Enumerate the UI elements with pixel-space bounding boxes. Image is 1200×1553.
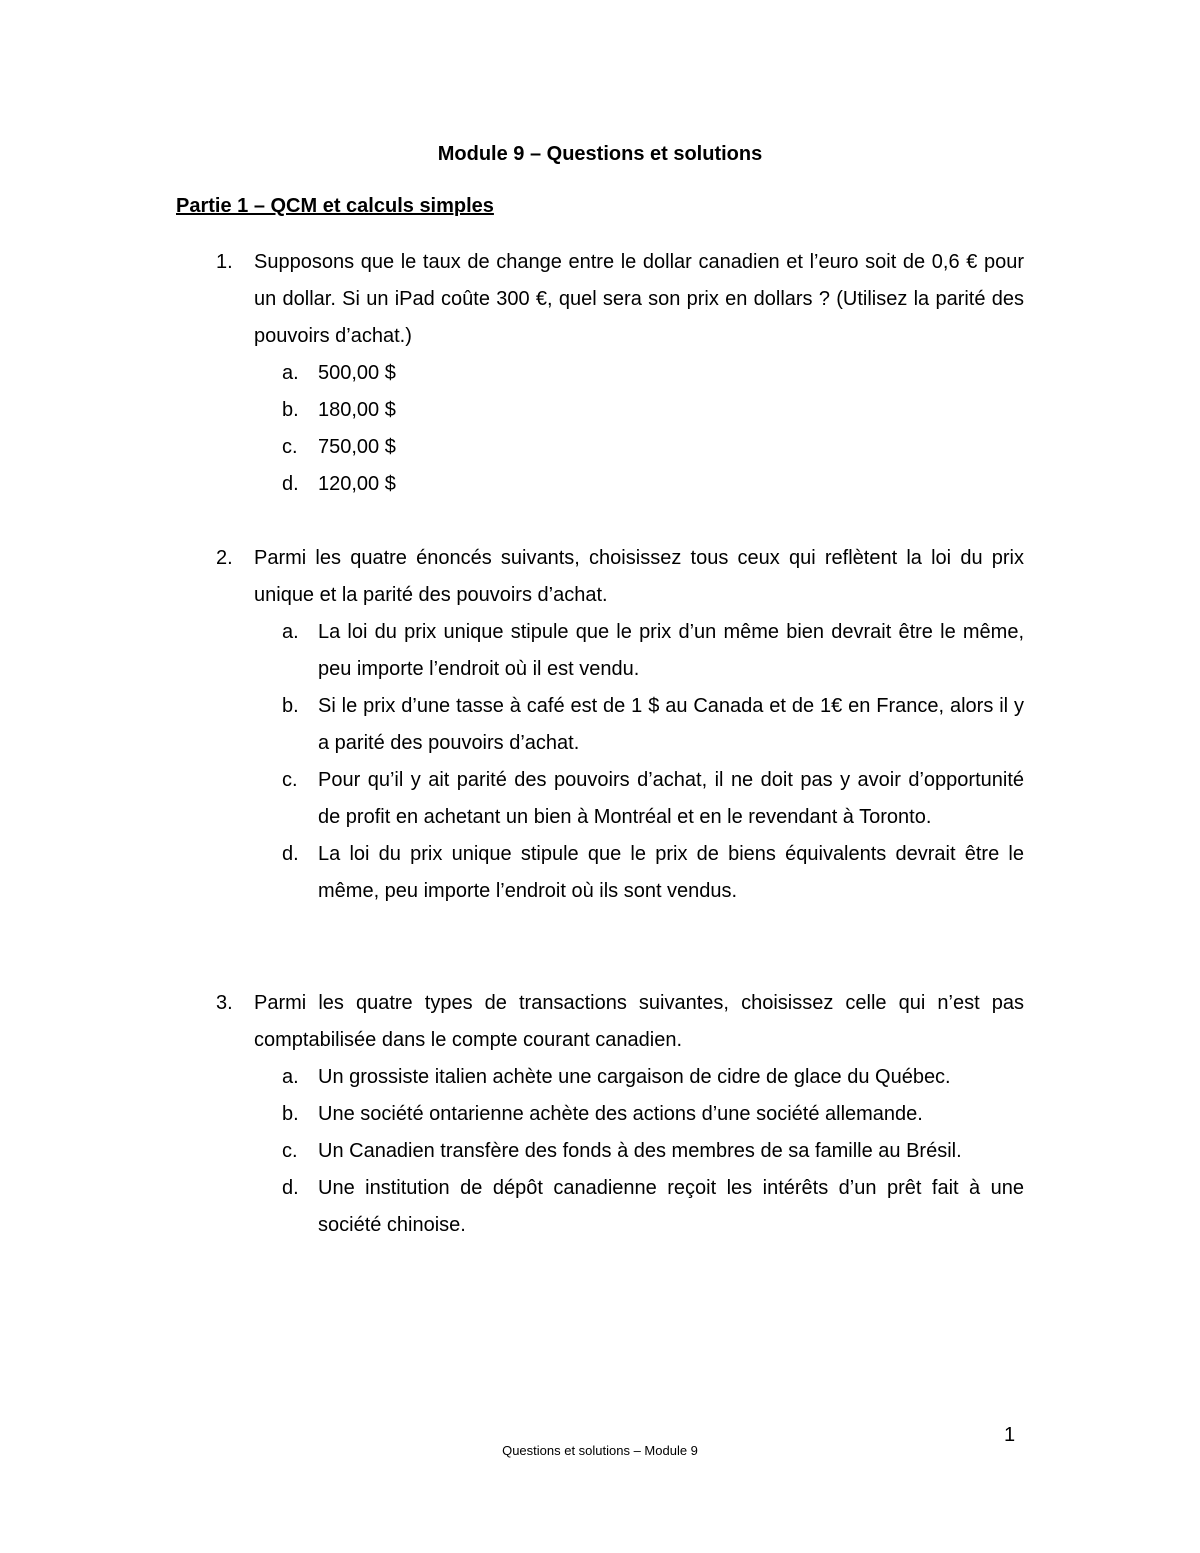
option-d [282, 836, 1024, 910]
option-letter: d. [282, 1177, 299, 1199]
option-a [282, 355, 1024, 392]
option-letter: c. [282, 769, 298, 791]
option-text: 750,00 $ [318, 436, 396, 458]
option-c [282, 429, 1024, 466]
question-2 [216, 540, 1024, 910]
option-d [282, 466, 1024, 503]
option-letter: a. [282, 1066, 299, 1088]
option-letter: c. [282, 1140, 298, 1162]
option-letter: c. [282, 436, 298, 458]
option-text: Un Canadien transfère des fonds à des membres de sa famille au Brésil. [318, 1140, 962, 1162]
option-list [216, 614, 1024, 910]
option-c [282, 1133, 1024, 1170]
question-number: 2. [216, 547, 233, 569]
option-text: Une institution de dépôt canadienne reçoit les intérêts d’un prêt fait à une société chinoise. [318, 1177, 1024, 1236]
option-letter: b. [282, 695, 299, 717]
option-letter: d. [282, 473, 299, 495]
option-text: Un grossiste italien achète une cargaison de cidre de glace du Québec. [318, 1066, 951, 1088]
option-letter: a. [282, 621, 299, 643]
option-text: La loi du prix unique stipule que le prix de biens équivalents devrait être le même, peu importe l’endroit où ils sont vendus. [318, 843, 1024, 902]
option-text: Si le prix d’une tasse à café est de 1 $ au Canada et de 1€ en France, alors il y a parité des pouvoirs d’achat. [318, 695, 1024, 754]
option-letter: a. [282, 362, 299, 384]
option-letter: b. [282, 399, 299, 421]
section-heading: Partie 1 – QCM et calculs simples [176, 195, 494, 217]
option-text: 120,00 $ [318, 473, 396, 495]
option-list [216, 1059, 1024, 1244]
option-b [282, 392, 1024, 429]
option-a [282, 614, 1024, 688]
option-list [216, 355, 1024, 503]
option-text: 180,00 $ [318, 399, 396, 421]
question-1 [216, 244, 1024, 503]
option-b [282, 688, 1024, 762]
option-text: Pour qu’il y ait parité des pouvoirs d’achat, il ne doit pas y avoir d’opportunité de profit en achetant un bien à Montréal et en le revendant à Toronto. [318, 769, 1024, 828]
option-letter: d. [282, 843, 299, 865]
option-text: La loi du prix unique stipule que le prix d’un même bien devrait être le même, peu importe l’endroit où il est vendu. [318, 621, 1024, 680]
option-text: 500,00 $ [318, 362, 396, 384]
question-number: 3. [216, 992, 233, 1014]
question-number: 1. [216, 251, 233, 273]
document-title: Module 9 – Questions et solutions [437, 143, 763, 165]
question-text: Supposons que le taux de change entre le dollar canadien et l’euro soit de 0,6 € pour un dollar. Si un iPad coûte 300 €, quel sera son prix en dollars ? (Utilisez la parité des pouvoirs d’achat.) [254, 251, 1024, 347]
option-text: Une société ontarienne achète des actions d’une société allemande. [318, 1103, 923, 1125]
question-text: Parmi les quatre types de transactions suivantes, choisissez celle qui n’est pas comptabilisée dans le compte courant canadien. [254, 992, 1024, 1051]
option-letter: b. [282, 1103, 299, 1125]
question-3 [216, 985, 1024, 1244]
page-number: 1 [1004, 1424, 1016, 1446]
question-text: Parmi les quatre énoncés suivants, choisissez tous ceux qui reflètent la loi du prix unique et la parité des pouvoirs d’achat. [254, 547, 1024, 606]
option-c [282, 762, 1024, 836]
page-footer: Questions et solutions – Module 9 [502, 1443, 698, 1458]
option-d [282, 1170, 1024, 1244]
option-a [282, 1059, 1024, 1096]
option-b [282, 1096, 1024, 1133]
